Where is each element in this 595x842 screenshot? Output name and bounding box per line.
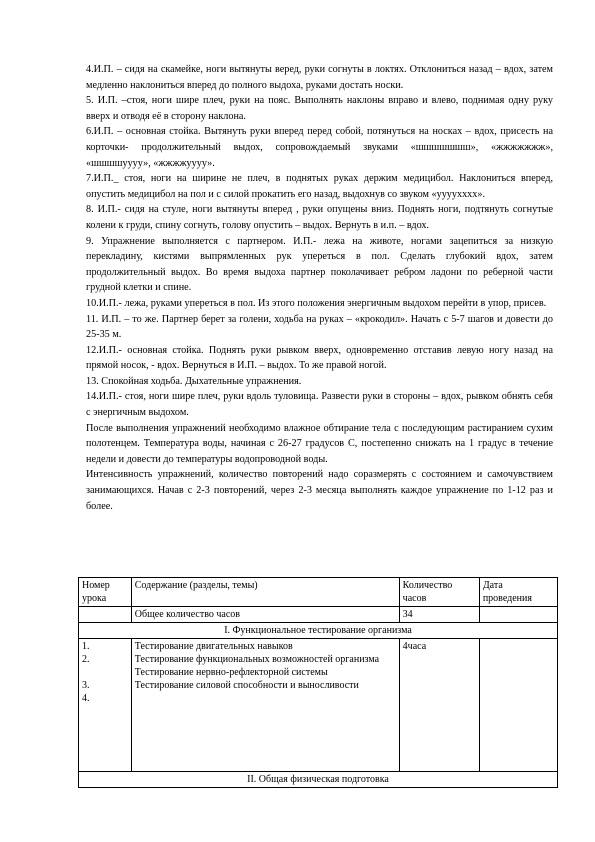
section-1-date <box>479 639 557 772</box>
paragraph-exercise-5: 5. И.П. –стоя, ноги шире плеч, руки на пояс. Выполнять наклоны вправо и влево, поднимая одну руку вверх и отводя её в сторону наклона. <box>86 95 553 122</box>
item-motor-skills: Тестирование двигательных навыков <box>134 641 293 652</box>
section-1-hours: 4часа <box>399 639 479 772</box>
total-hours: 34 <box>399 607 479 623</box>
table-row-total <box>79 607 558 623</box>
paragraph-exercise-9: 9. Упражнение выполняется с партнером. И.П.- лежа на животе, ногами зацепиться за низкую перекладину, кистями выпрямленных рук упереться в пол. Сделать глубокий вдох, затем продолжительный выдох. Во время выдоха партнер поколачивает ребром ладони по реберной части грудной клетки и спине. <box>86 235 553 294</box>
paragraph-exercise-11: 11. И.П. – то же. Партнер берет за голени, ходьба на руках – «крокодил». Начать с 5-7 шагов и довести до 25-35 м. <box>86 313 553 341</box>
paragraph-exercise-7: 7.И.П._ стоя, ноги на ширине не плеч, в поднятых руках держим медицибол. Наклониться вперед, опустить медицибол на пол и с силой прокатить его назад, выдохнув со звуком «ууууxxxx». <box>86 173 553 200</box>
total-label: Общее количество часов <box>131 607 399 623</box>
section-2-title: II. Общая физическая подготовка <box>79 772 558 788</box>
paragraph-exercise-14: 14.И.П.- стоя, ноги шире плеч, руки вдоль туловища. Развести руки в стороны – вдох, рывком обнять себя с энергичным выдохом. <box>86 391 553 419</box>
item-number-3: 3. <box>82 680 90 691</box>
table-row-section-2 <box>79 772 558 788</box>
item-nervous-system: Тестирование нервно-рефлекторной системы <box>134 667 328 678</box>
exercise-text-block <box>86 62 553 514</box>
paragraph-exercise-6: 6.И.П. – основная стойка. Вытянуть руки вперед перед собой, потянуться на носках – вдох, присесть на корточки- продолжительный выдох, сопровождаемый звуками «шшшшшшш», «жжжжжжж», «шшшшуууу», «жжжжуууу». <box>86 126 553 169</box>
header-date: Дата проведения <box>479 578 557 607</box>
paragraph-exercise-10: 10.И.П.- лежа, руками упереться в пол. Из этого положения энергичным выдохом перейти в упор, присев. <box>86 297 547 309</box>
table-row-section-1 <box>79 623 558 639</box>
total-date-cell <box>479 607 557 623</box>
item-number-4: 4. <box>82 693 90 704</box>
paragraph-exercise-12: 12.И.П.- основная стойка. Поднять руки рывком вверх, одновременно отставив левую ногу назад на прямой носок, - вдох. Вернуться в И.П. – выдох. То же правой ногой. <box>86 344 553 372</box>
item-functional: Тестирование функциональных возможностей организма <box>134 654 380 665</box>
item-number-spacer <box>82 666 128 679</box>
header-lesson-number: Номер урока <box>79 578 132 607</box>
paragraph-exercise-4: 4.И.П. – сидя на скамейке, ноги вытянуты веред, руки согнуты в локтях. Отклониться назад – вдох, затем медленно наклониться вперед до полного выдоха, руками достать носки. <box>86 64 553 91</box>
item-number-1: 1. <box>82 641 90 652</box>
section-1-numbers <box>79 639 132 772</box>
item-number-2: 2. <box>82 654 90 665</box>
paragraph-exercise-8: 8. И.П.- сидя на стуле, ноги вытянуты вперед , руки опущены вниз. Поднять ноги, подтянуть согнутые колени к груди, спину согнуть, голову опустить – выдох. Вернуть в и.п. – вдох. <box>86 204 553 231</box>
section-1-items <box>131 639 399 772</box>
lesson-plan-table <box>78 577 558 788</box>
table-header-row <box>79 578 558 607</box>
table-row-section-1-items <box>79 639 558 772</box>
total-empty-cell <box>79 607 132 623</box>
paragraph-intensity-note: Интенсивность упражнений, количество повторений надо соразмерять с состоянием и самочувствием занимающихся. Начав с 2-3 повторений, через 2-3 месяца выполнять каждое упражнение по 1-12 раз и более. <box>86 469 553 512</box>
header-hours: Количество часов <box>399 578 479 607</box>
item-strength: Тестирование силовой способности и выносливости <box>134 680 359 691</box>
section-1-title: I. Функциональное тестирование организма <box>79 623 558 639</box>
header-content: Содержание (разделы, темы) <box>131 578 399 607</box>
paragraph-exercise-13: 13. Спокойная ходьба. Дыхательные упражнения. <box>86 375 302 387</box>
paragraph-rubdown-note: После выполнения упражнений необходимо влажное обтирание тела с последующим растиранием сухим полотенцем. Температура воды, начиная с 26-27 градусов С, постепенно снижать на 1 градус в течение недели и довести до температуры водопроводной воды. <box>86 422 553 465</box>
